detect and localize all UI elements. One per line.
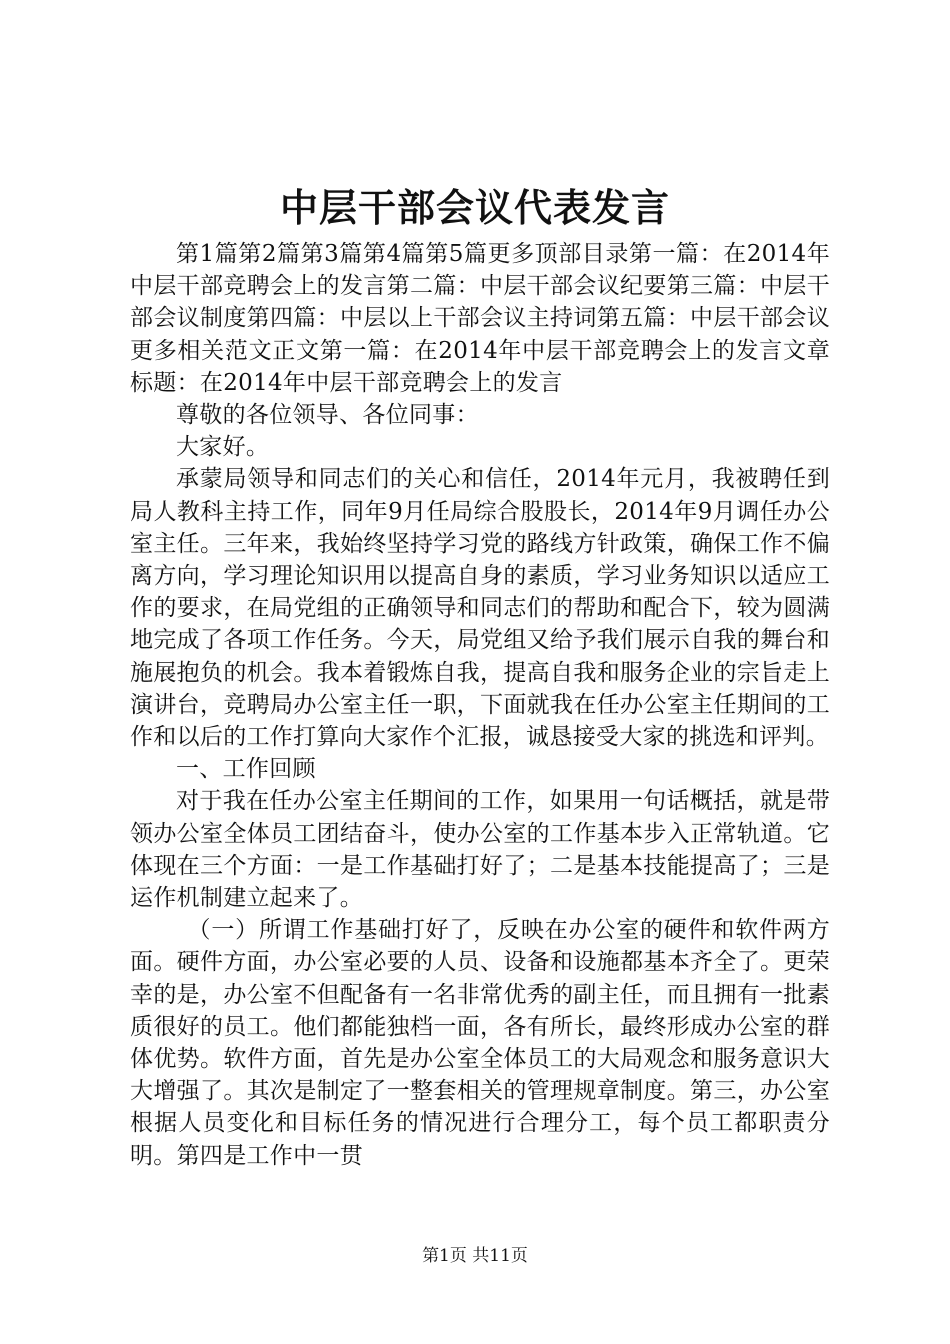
paragraph-work-summary: 对于我在任办公室主任期间的工作，如果用一句话概括，就是带领办公室全体员工团结奋斗，使办公室的工作基本步入正常轨道。它体现在三个方面：一是工作基础打好了；二是基本技能提高了；三是运作机制建立起来了。 [130, 788, 830, 912]
document-body [130, 238, 830, 1172]
paragraph-greeting: 大家好。 [176, 434, 270, 461]
section-heading-work-review: 一、工作回顾 [176, 756, 316, 783]
paragraph-work-foundation: （一）所谓工作基础打好了，反映在办公室的硬件和软件两方面。硬件方面，办公室必要的人员、设备和设施都基本齐全了。更荣幸的是，办公室不但配备有一名非常优秀的副主任，而且拥有一批素质很好的员工。他们都能独档一面，各有所长，最终形成办公室的群体优势。软件方面，首先是办公室全体员工的大局观念和服务意识大大增强了。其次是制定了一整套相关的管理规章制度。第三，办公室根据人员变化和目标任务的情况进行合理分工，每个员工都职责分明。第四是工作中一贯 [130, 917, 830, 1169]
paragraph-salutation: 尊敬的各位领导、各位同事： [176, 402, 479, 429]
document-title: 中层干部会议代表发言 [279, 185, 670, 230]
paragraph-introduction: 承蒙局领导和同志们的关心和信任，2014年元月，我被聘任到局人教科主持工作，同年9月任局综合股股长，2014年9月调任办公室主任。三年来，我始终坚持学习党的路线方针政策，确保工作不偏离方向，学习理论知识用以提高自身的素质，学习业务知识以适应工作的要求，在局党组的正确领导和同志们的帮助和配合下，较为圆满地完成了各项工作任务。今天，局党组又给予我们展示自我的舞台和施展抱负的机会。我本着锻炼自我，提高自我和服务企业的宗旨走上演讲台，竞聘局办公室主任一职，下面就我在任办公室主任期间的工作和以后的工作打算向大家作个汇报，诚恳接受大家的挑选和评判。 [130, 466, 830, 751]
paragraph-table-of-contents: 第1篇第2篇第3篇第4篇第5篇更多顶部目录第一篇：在2014年中层干部竞聘会上的发言第二篇：中层干部会议纪要第三篇：中层干部会议制度第四篇：中层以上干部会议主持词第五篇：中层干部会议更多相关范文正文第一篇：在2014年中层干部竞聘会上的发言文章标题：在2014年中层干部竞聘会上的发言 [130, 241, 830, 396]
page-number-footer: 第1页 共11页 [422, 1246, 528, 1266]
